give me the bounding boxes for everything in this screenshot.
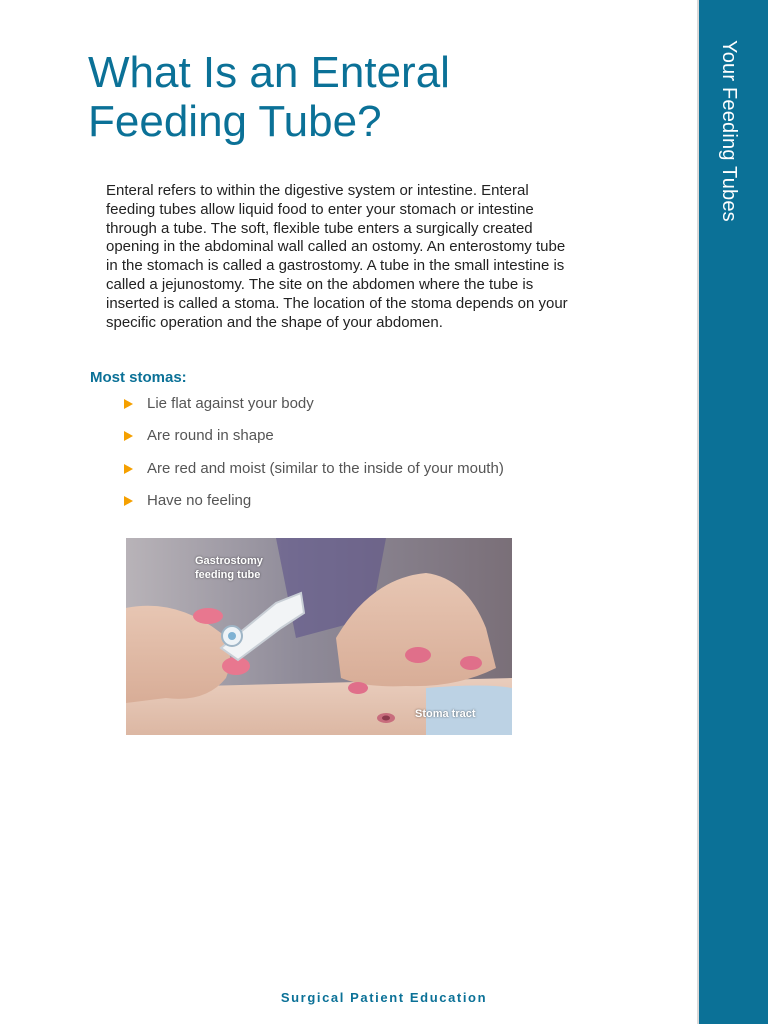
page-title-line-1: What Is an Enteral [88,48,450,97]
stoma-photo-illustration [126,538,512,735]
arrow-bullet-icon [124,464,133,474]
page-title-line-2: Feeding Tube? [88,97,382,146]
bullet-list [124,395,504,525]
caption-feeding-tube-line-1: Gastrostomy [195,555,263,567]
bullet-text: Lie flat against your body [147,395,314,412]
arrow-bullet-icon [124,399,133,409]
bullet-text: Are round in shape [147,427,274,445]
list-item [124,395,504,427]
section-subhead: Most stomas: [90,369,187,386]
caption-stoma-tract: Stoma tract [415,708,476,720]
list-item [124,460,504,492]
bullet-text: Have no feeling [147,492,252,510]
footer-text: Surgical Patient Education [280,990,488,1005]
arrow-bullet-icon [124,496,133,506]
caption-feeding-tube [195,554,305,582]
side-tab-label: Your Feeding Tubes [718,40,740,222]
footer [0,989,768,1007]
bullet-text: Are red and moist (similar to the inside of your mouth) [147,459,504,477]
list-item [124,427,504,459]
intro-paragraph: Enteral refers to within the digestive system or intestine. Enteral feeding tubes allow liquid food to enter your stomach or intestine through a tube. The soft, flexible tube enters a surgically created opening in the abdominal wall called an ostomy. An enterostomy tube in the stomach is called a gastrostomy. A tube in the small intestine is called a jejunostomy. The site on the abdomen where the tube is inserted is called a stoma. The location of the stoma depends on your specific operation and the shape of your abdomen. [106,182,568,331]
caption-feeding-tube-line-2: feeding tube [195,569,261,581]
list-item [124,492,504,524]
stoma-photo [126,538,512,735]
side-tab [697,0,768,1024]
arrow-bullet-icon [124,431,133,441]
page-title [88,48,648,146]
